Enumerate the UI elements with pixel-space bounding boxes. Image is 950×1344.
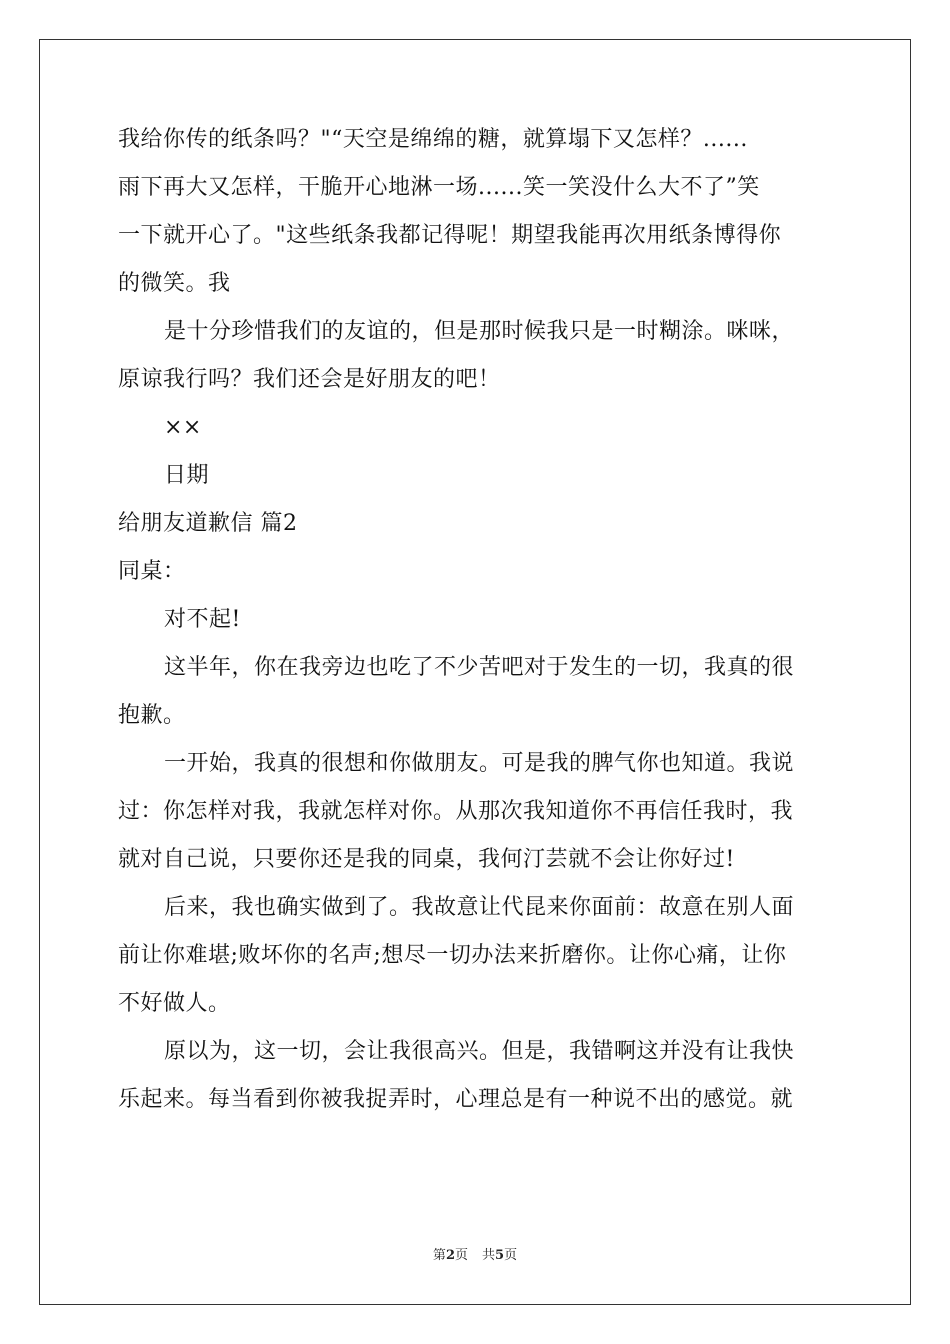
text-line: 对不起! <box>164 607 241 632</box>
page-number: 2 <box>445 1248 455 1263</box>
text-line: 同桌： <box>118 559 186 584</box>
text-line: 我给你传的纸条吗？"“天空是绵绵的糖，就算塌下又怎样？...... <box>118 127 748 152</box>
text-line: 原谅我行吗？我们还会是好朋友的吧！ <box>118 367 501 392</box>
page-footer <box>0 1248 950 1264</box>
document-body <box>118 128 834 1136</box>
text-line: 一下就开心了。"这些纸条我都记得呢！期望我能再次用纸条博得你 <box>118 223 782 248</box>
text-line: 过：你怎样对我，我就怎样对你。从那次我知道你不再信任我时，我 <box>118 799 794 824</box>
text-line: 一开始，我真的很想和你做朋友。可是我的脾气你也知道。我说 <box>164 751 795 776</box>
text-line: 抱歉。 <box>118 703 186 728</box>
total-pages: 5 <box>495 1248 505 1263</box>
text-line: 给朋友道歉信 篇2 <box>118 511 298 536</box>
text-line: 是十分珍惜我们的友谊的，但是那时候我只是一时糊涂。咪咪， <box>164 319 795 344</box>
text-line: 前让你难堪;败坏你的名声;想尽一切办法来折磨你。让你心痛，让你 <box>118 943 787 968</box>
total-prefix: 共 <box>482 1248 496 1263</box>
text-line: 原以为，这一切，会让我很高兴。但是，我错啊这并没有让我快 <box>164 1039 795 1064</box>
text-line: 这半年，你在我旁边也吃了不少苦吧对于发生的一切，我真的很 <box>164 655 795 680</box>
text-line: ×× <box>164 415 202 440</box>
total-suffix: 页 <box>504 1248 518 1263</box>
page-suffix: 页 <box>454 1248 468 1263</box>
text-line: 雨下再大又怎样，干脆开心地淋一场......笑一笑没什么大不了”笑 <box>118 175 760 200</box>
page-prefix: 第 <box>432 1248 446 1263</box>
text-line: 乐起来。每当看到你被我捉弄时，心理总是有一种说不出的感觉。就 <box>118 1087 794 1112</box>
text-line: 不好做人。 <box>118 991 231 1016</box>
text-line: 后来，我也确实做到了。我故意让代昆来你面前：故意在别人面 <box>164 895 795 920</box>
text-line: 日期 <box>164 463 210 488</box>
text-line: 的微笑。我 <box>118 271 231 296</box>
text-line: 就对自己说，只要你还是我的同桌，我何汀芸就不会让你好过! <box>118 847 735 872</box>
